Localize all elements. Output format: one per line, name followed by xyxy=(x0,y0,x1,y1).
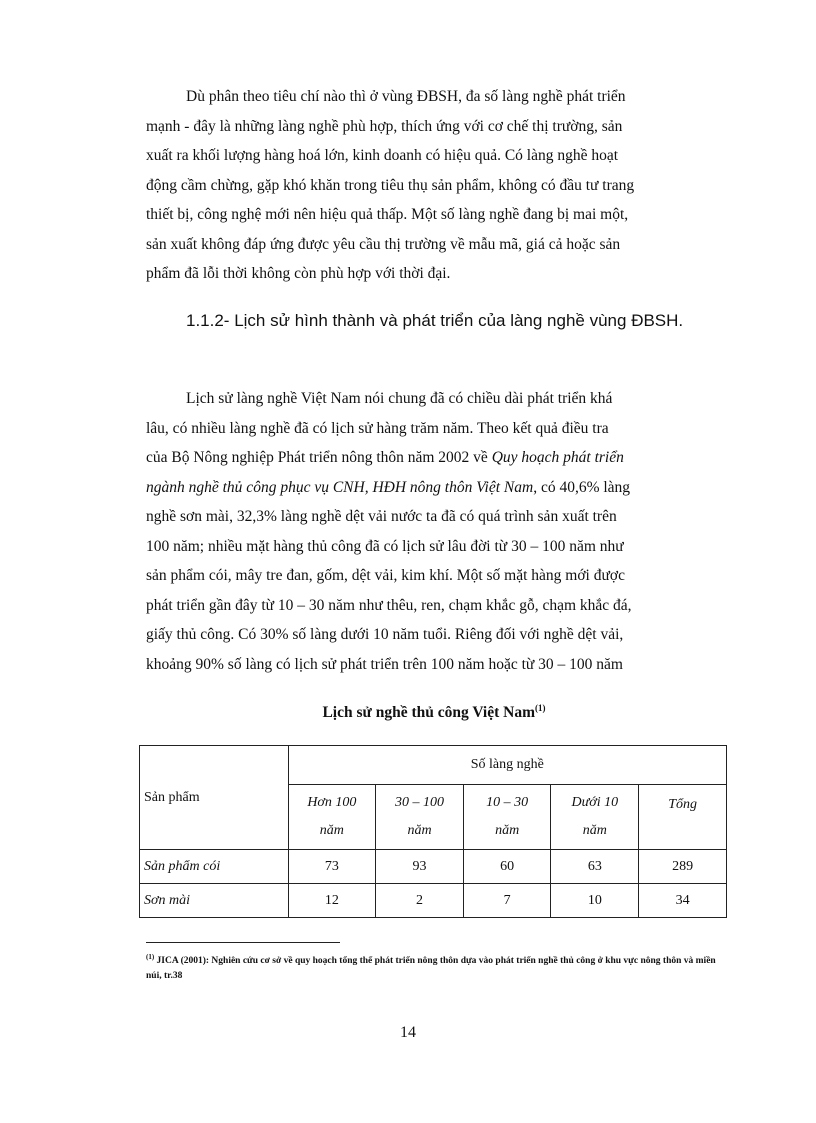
table-cell: 63 xyxy=(551,850,639,884)
text-line: khoảng 90% số làng có lịch sử phát triển trên 100 năm hoặc từ 30 – 100 năm xyxy=(146,655,623,673)
column-header xyxy=(463,785,551,850)
column-header-line: Dưới 10 xyxy=(571,795,619,810)
column-header xyxy=(376,785,464,850)
italic-title-fragment: ngành nghề thủ công phục vụ CNH, HĐH nông thôn Việt Nam xyxy=(146,478,534,496)
table-header-row xyxy=(140,746,727,785)
text-line: thiết bị, công nghệ mới nên hiệu quả thấp. Một số làng nghề đang bị mai một, xyxy=(146,206,629,223)
text-line: phẩm đã lỗi thời không còn phù hợp với thời đại. xyxy=(146,265,451,282)
text-line xyxy=(146,443,722,473)
italic-title-fragment: Quy hoạch phát triển xyxy=(491,449,624,466)
table-cell: 60 xyxy=(463,850,551,884)
text-line: phát triển gần đây từ 10 – 30 năm như thêu, ren, chạm khắc gỗ, chạm khắc đá, xyxy=(146,596,632,614)
craft-history-table xyxy=(139,745,727,918)
table-cell: 2 xyxy=(376,884,464,918)
text-line: 100 năm; nhiều mặt hàng thủ công đã có lịch sử lâu đời từ 30 – 100 năm như xyxy=(146,537,624,555)
paragraph-village-status xyxy=(146,82,722,289)
product-column-header: Sản phẩm xyxy=(140,746,289,850)
table-cell: 289 xyxy=(639,850,727,884)
text-line: giấy thủ công. Có 30% số làng dưới 10 năm tuổi. Riêng đối với nghề dệt vải, xyxy=(146,626,624,643)
table-cell: 34 xyxy=(639,884,727,918)
text-line: Lịch sử làng nghề Việt Nam nói chung đã có chiều dài phát triển khá xyxy=(186,390,613,407)
footnote-divider xyxy=(146,942,340,943)
text-line: xuất ra khối lượng hàng hoá lớn, kinh doanh có hiệu quả. Có làng nghề hoạt xyxy=(146,147,619,164)
table-cell: 73 xyxy=(288,850,376,884)
page-number: 14 xyxy=(400,1024,416,1041)
paragraph-history xyxy=(146,384,722,679)
text-line: sản xuất không đáp ứng được yêu cầu thị trường về mẫu mã, giá cả hoặc sản xyxy=(146,235,621,253)
row-label: Sơn mài xyxy=(140,884,289,918)
column-header xyxy=(639,785,727,850)
text-line: Dù phân theo tiêu chí nào thì ở vùng ĐBSH, đa số làng nghề phát triển xyxy=(186,88,626,105)
text-line xyxy=(146,473,722,503)
table-cell: 10 xyxy=(551,884,639,918)
table-row xyxy=(140,850,727,884)
village-count-group-header: Số làng nghề xyxy=(288,746,726,785)
column-header-line: năm xyxy=(495,823,520,838)
row-label: Sản phẩm cói xyxy=(140,850,289,884)
column-header-line: năm xyxy=(407,823,432,838)
column-header-line: Hơn 100 xyxy=(307,795,357,810)
table-title-footnote-ref: (1) xyxy=(535,703,546,713)
footnote xyxy=(146,950,722,984)
table-cell: 93 xyxy=(376,850,464,884)
column-header-line: năm xyxy=(582,823,607,838)
table-cell: 7 xyxy=(463,884,551,918)
text-fragment: , có 40,6% làng xyxy=(533,478,631,496)
table-row xyxy=(140,884,727,918)
text-line: lâu, có nhiều làng nghề đã có lịch sử hàng trăm năm. Theo kết quả điều tra xyxy=(146,419,609,437)
column-header xyxy=(551,785,639,850)
column-header-line: 30 – 100 xyxy=(395,795,444,810)
text-line: sản phẩm cói, mây tre đan, gốm, dệt vải, kim khí. Một số mặt hàng mới được xyxy=(146,567,625,584)
footnote-text: JICA (2001): Nghiên cứu cơ sở về quy hoạch tổng thể phát triển nông thôn dựa vào phát triển nghề thủ công ở khu vực nông thôn và miền núi, tr.38 xyxy=(146,956,716,982)
text-fragment: của Bộ Nông nghiệp Phát triển nông thôn năm 2002 về xyxy=(146,449,492,466)
text-line: mạnh - đây là những làng nghề phù hợp, thích ứng với cơ chế thị trường, sản xyxy=(146,117,623,135)
table-title-text: Lịch sử nghề thủ công Việt Nam xyxy=(322,704,536,722)
text-line: động cầm chừng, gặp khó khăn trong tiêu thụ sản phẩm, không có đầu tư trang xyxy=(146,176,635,194)
column-header xyxy=(288,785,376,850)
table-cell: 12 xyxy=(288,884,376,918)
footnote-marker: (1) xyxy=(146,953,155,961)
section-heading: 1.1.2- Lịch sử hình thành và phát triển của làng nghề vùng ĐBSH. xyxy=(186,311,684,330)
column-header-line: 10 – 30 xyxy=(486,795,529,810)
column-header-line: năm xyxy=(319,823,344,838)
table-title xyxy=(146,703,722,722)
column-header-line: Tổng xyxy=(668,797,697,812)
text-line: nghề sơn mài, 32,3% làng nghề dệt vải nước ta đã có quá trình sản xuất trên xyxy=(146,508,617,525)
